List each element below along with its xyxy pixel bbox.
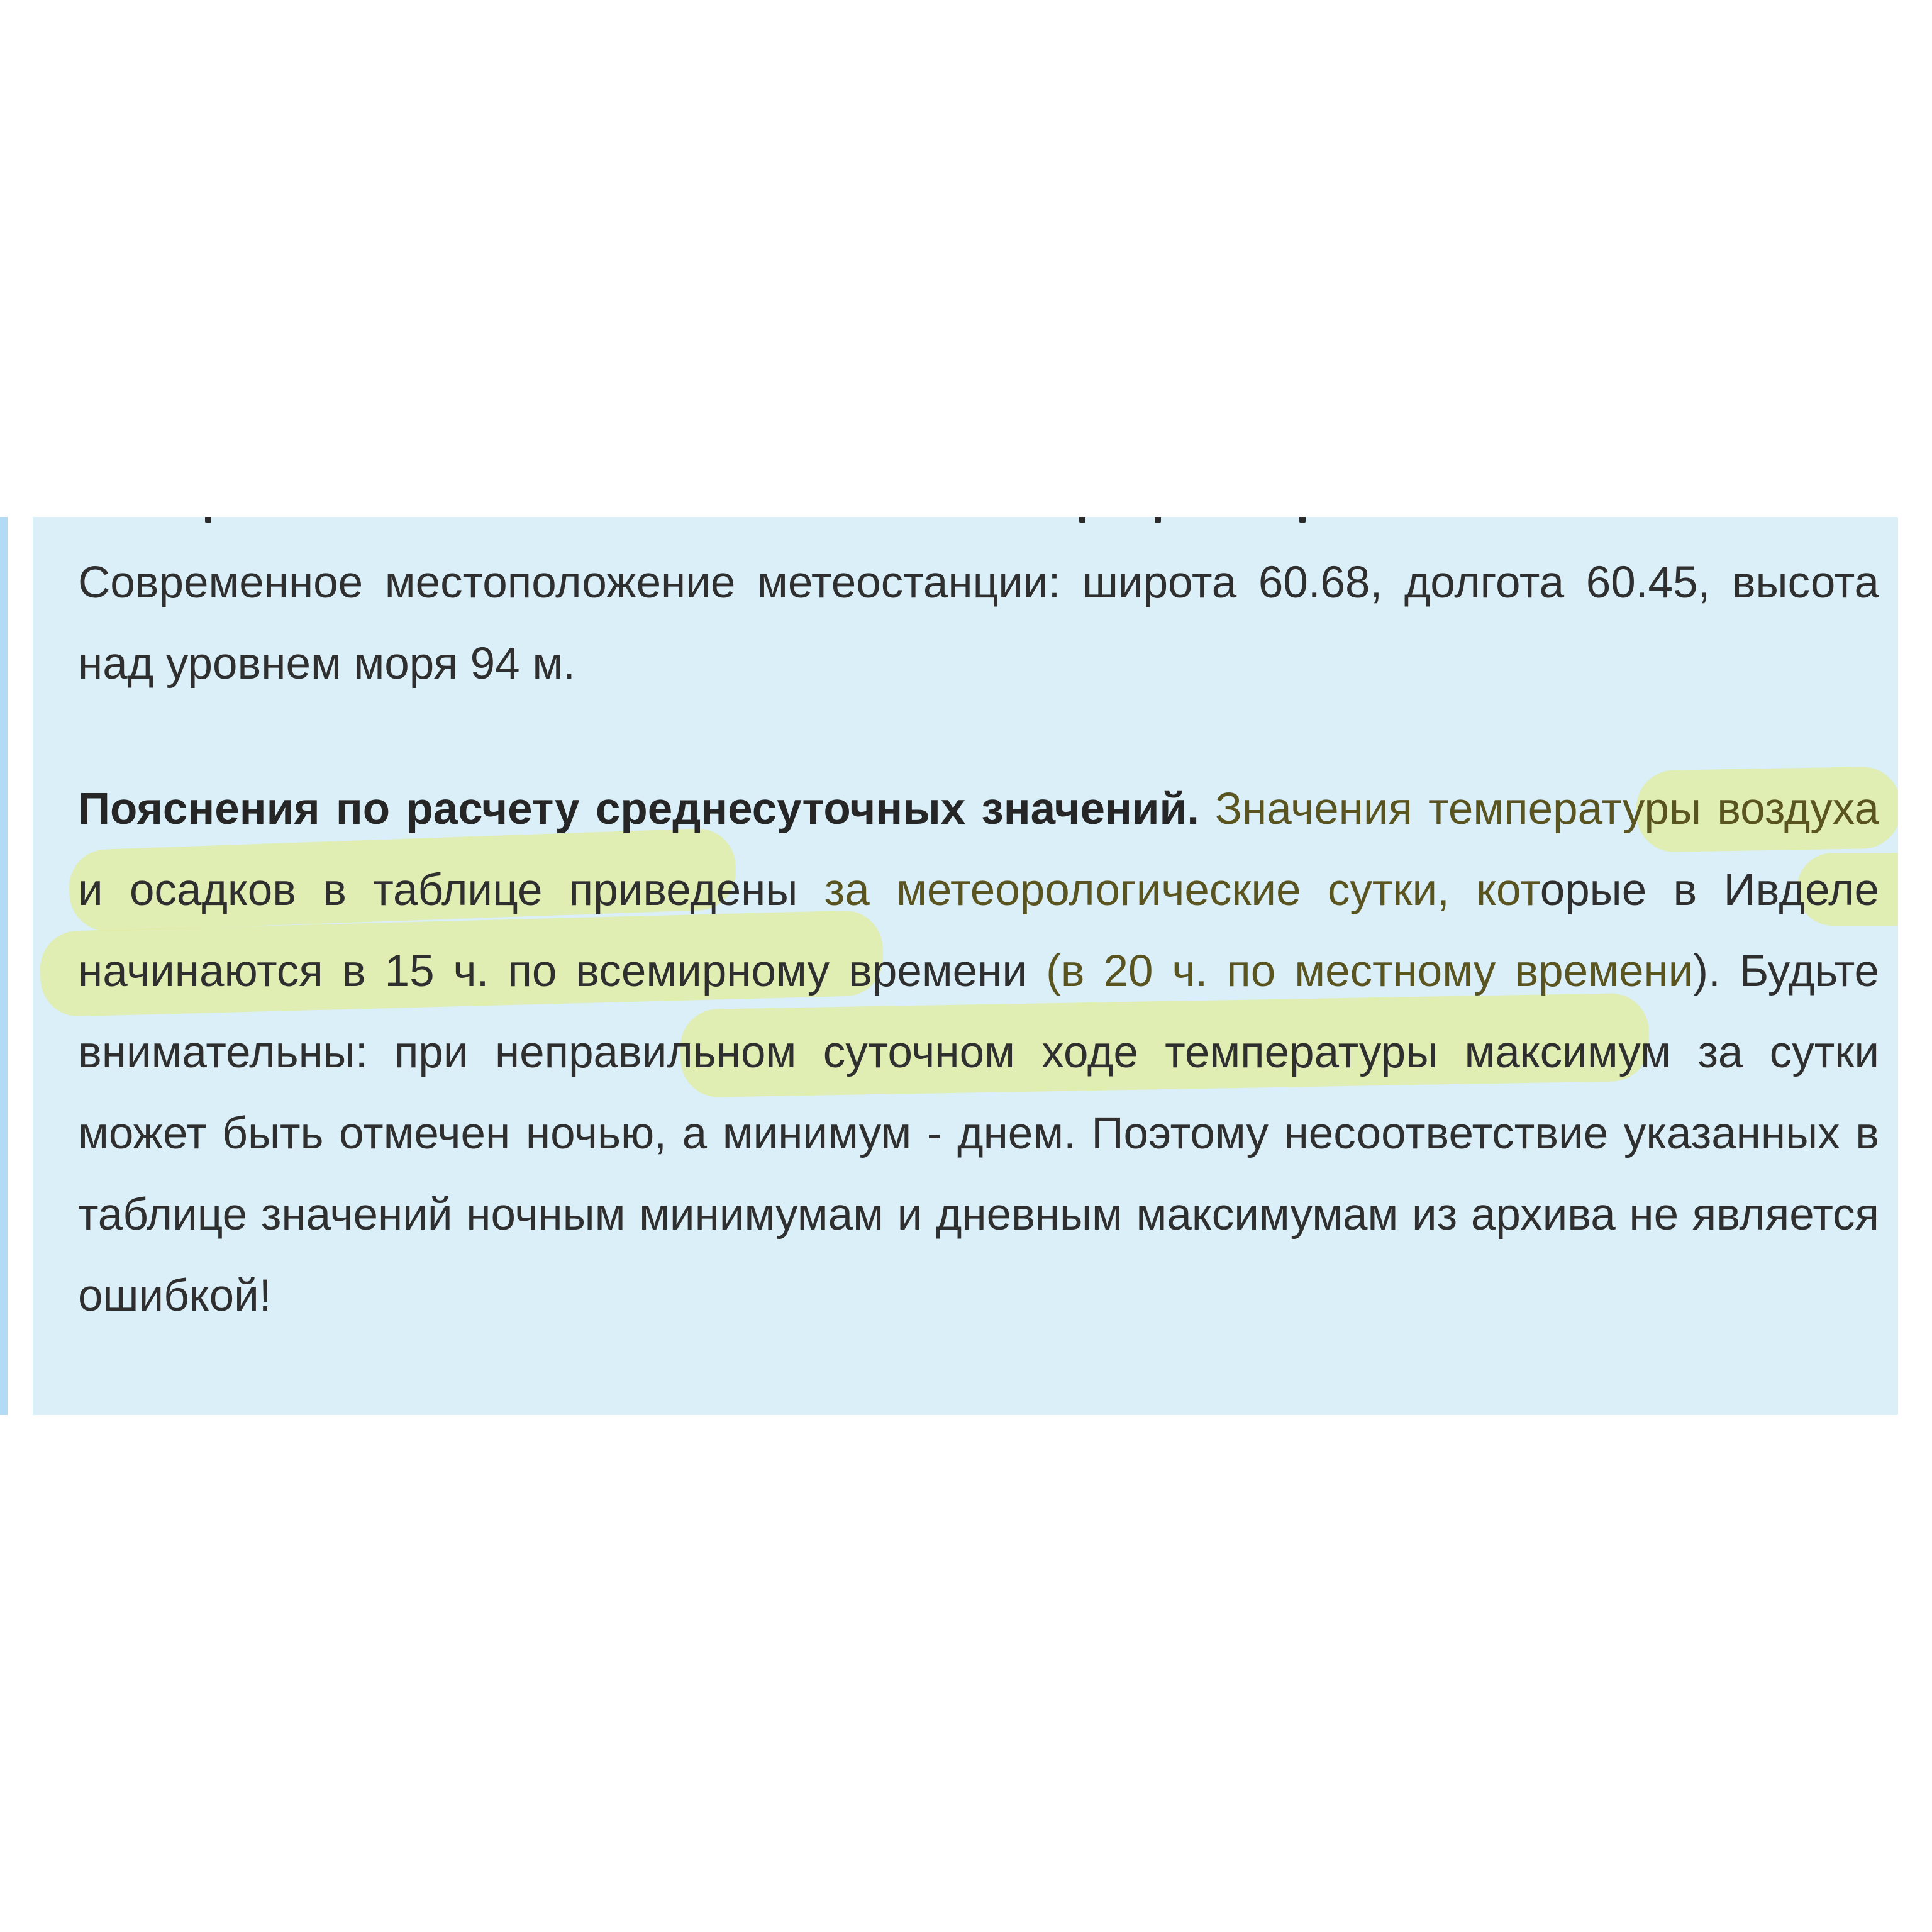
highlighted-text: (в 20 ч. по местному времени [1046,947,1694,996]
left-accent-bar [0,517,8,1415]
highlighted-text: Значения температуры воздуха [1215,784,1879,834]
paragraph-text: и осадков в таблице приведены [78,865,798,915]
paragraph-text: орые в Ивделе начинаются в 15 ч. по всемирному времени [78,865,1879,996]
explanation-heading: Пояснения по расчету среднесуточных значений. [78,784,1199,834]
highlighted-text: за метеорологические сутки, кот [824,865,1540,915]
daily-average-explanation-paragraph [78,769,1879,1336]
weather-station-note-panel [33,517,1898,1415]
station-location-paragraph: Современное местоположение метеостанции: широта 60.68, долгота 60.45, высота над уровнем моря 94 м. [78,558,1879,689]
paragraph-text: ). Будьте внимательны: при неправильном суточном ходе температуры максимум за сутки может быть отмечен ночью, а минимум - днем. Поэтому несоответствие указанных в таблице значений ночным минимумам и дневным максимумам из архива не является ошибкой! [78,947,1880,1321]
cropped-previous-line [111,517,1898,523]
